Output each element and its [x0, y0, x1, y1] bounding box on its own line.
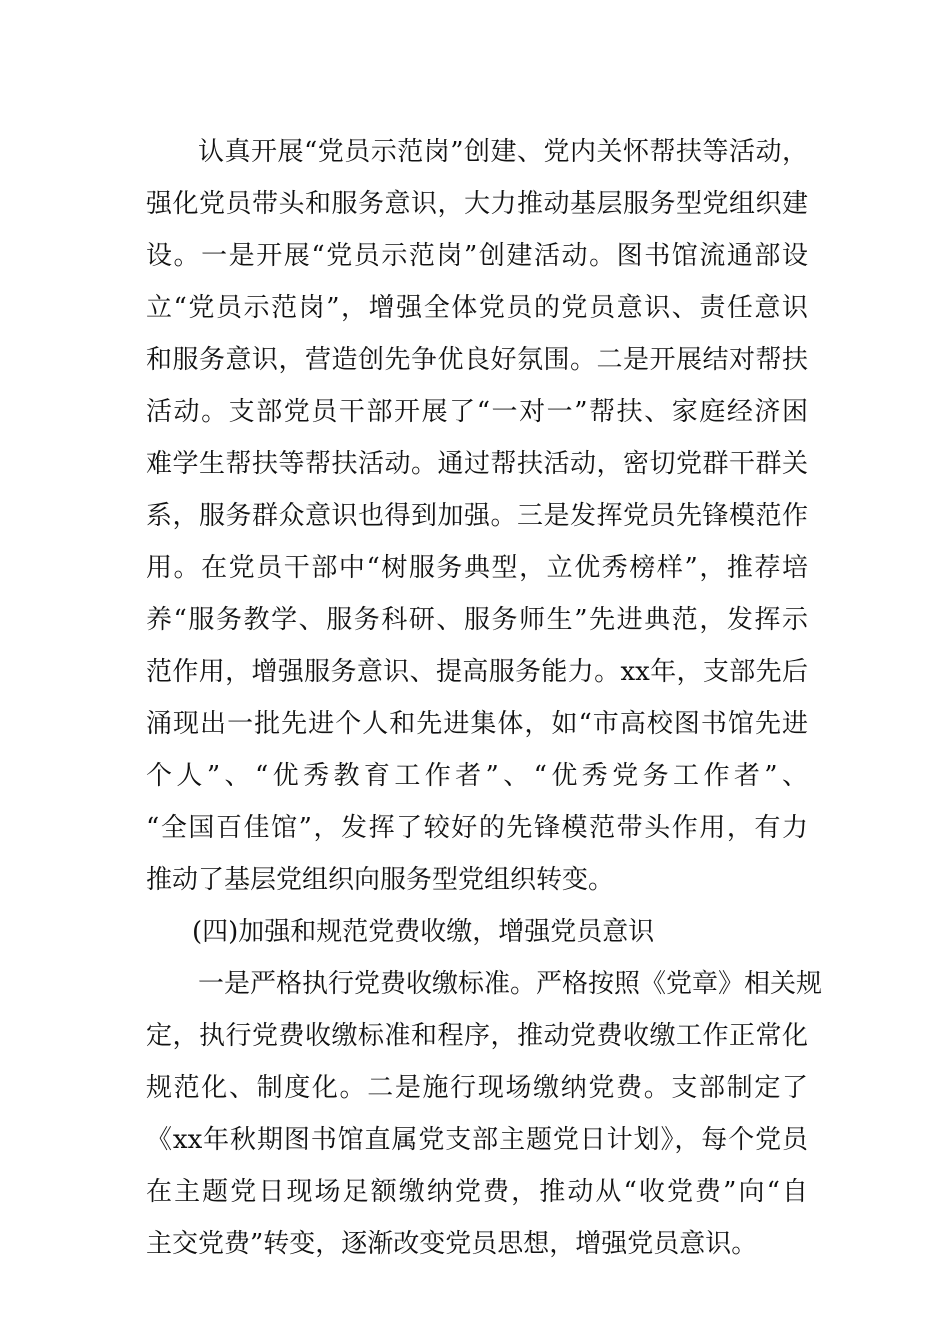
document-body: [146, 126, 823, 1270]
paragraph-line: 定，执行党费收缴标准和程序，推动党费收缴工作正常化: [146, 1021, 808, 1051]
paragraph-line: 强化党员带头和服务意识，大力推动基层服务型党组织建: [146, 189, 808, 219]
paragraph-line: 难学生帮扶等帮扶活动。通过帮扶活动，密切党群干群关: [146, 449, 808, 479]
paragraph-party-dues: [146, 958, 823, 1270]
paragraph-line: 认真开展“党员示范岗”创建、党内关怀帮扶等活动，: [198, 137, 808, 167]
section-heading-party-dues: [146, 906, 808, 958]
paragraph-line: 活动。支部党员干部开展了“一对一”帮扶、家庭经济困: [146, 397, 808, 427]
paragraph-line: 一是严格执行党费收缴标准。严格按照《党章》相关规: [198, 969, 823, 999]
paragraph-line: 用。在党员干部中“树服务典型，立优秀榜样”，推荐培: [146, 553, 808, 583]
paragraph-line: 主交党费”转变，逐渐改变党员思想，增强党员意识。: [146, 1229, 758, 1259]
paragraph-line: 系，服务群众意识也得到加强。三是发挥党员先锋模范作: [146, 501, 808, 531]
paragraph-line: 立“党员示范岗”，增强全体党员的党员意识、责任意识: [146, 293, 808, 323]
paragraph-line: 养“服务教学、服务科研、服务师生”先进典范，发挥示: [146, 605, 808, 635]
paragraph-line: 个人”、“优秀教育工作者”、“优秀党务工作者”、: [146, 761, 808, 791]
paragraph-line: 规范化、制度化。二是施行现场缴纳党费。支部制定了: [146, 1073, 808, 1103]
section-heading: (四)加强和规范党费收缴，增强党员意识: [192, 917, 655, 947]
paragraph-line: 在主题党日现场足额缴纳党费，推动从“收党费”向“自: [146, 1177, 808, 1207]
paragraph-line: “全国百佳馆”，发挥了较好的先锋模范带头作用，有力: [146, 813, 808, 843]
paragraph-party-member-model-post: [146, 126, 808, 906]
paragraph-line: 涌现出一批先进个人和先进集体，如“市高校图书馆先进: [146, 709, 808, 739]
paragraph-line: 设。一是开展“党员示范岗”创建活动。图书馆流通部设: [146, 241, 808, 271]
paragraph-line: 范作用，增强服务意识、提高服务能力。xx年，支部先后: [146, 657, 808, 687]
paragraph-line: 《xx年秋期图书馆直属党支部主题党日计划》，每个党员: [146, 1125, 808, 1155]
paragraph-line: 推动了基层党组织向服务型党组织转变。: [146, 865, 615, 895]
paragraph-line: 和服务意识，营造创先争优良好氛围。二是开展结对帮扶: [146, 345, 808, 375]
